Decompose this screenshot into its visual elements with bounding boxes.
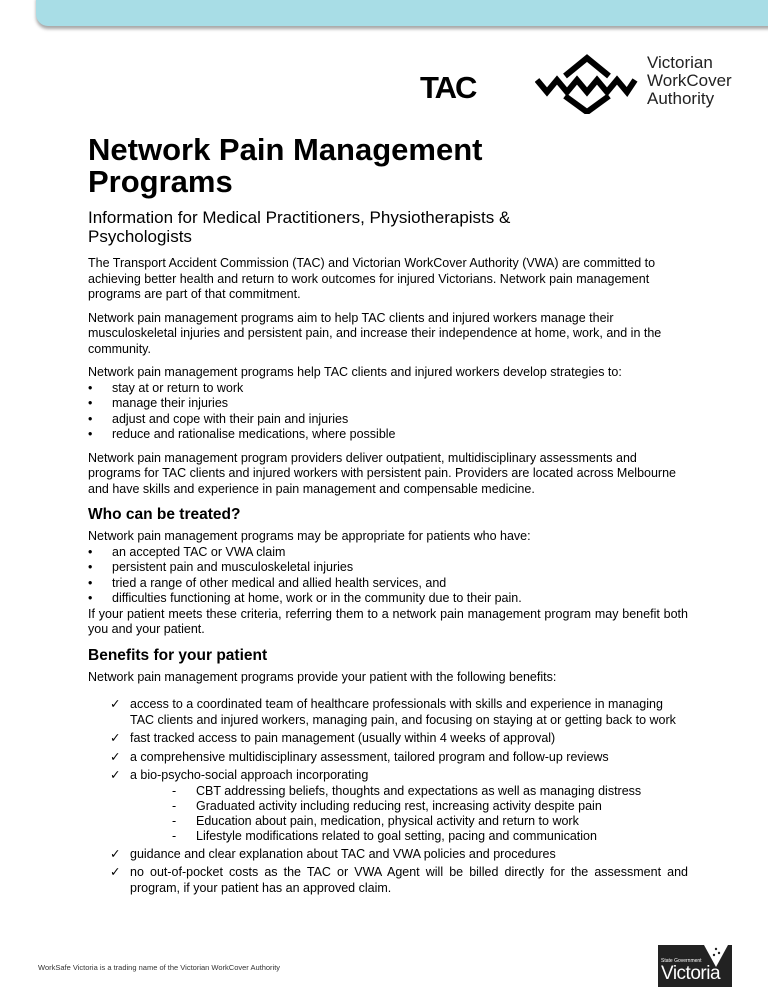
list-item-text: CBT addressing beliefs, thoughts and expectations as well as managing distress: [196, 783, 642, 798]
list-item-text: guidance and clear explanation about TAC and VWA policies and procedures: [130, 846, 556, 861]
intro-paragraph: Network pain management programs aim to help TAC clients and injured workers manage their musculoskeletal injuries and persistent pain, and increase their independence at home, work, and in the community.: [88, 310, 662, 356]
bullet-icon: •: [88, 427, 93, 441]
footer-note: WorkSafe Victoria is a trading name of the Victorian WorkCover Authority: [38, 963, 281, 972]
list-item-text: Education about pain, medication, physical activity and return to work: [196, 813, 579, 828]
list-item: [110, 865, 688, 896]
check-icon: ✓: [110, 768, 121, 782]
list-item-text: persistent pain and musculoskeletal injuries: [112, 560, 354, 574]
header-logos: [420, 52, 760, 112]
sublist-item: [172, 829, 688, 844]
dash-icon: -: [172, 798, 177, 813]
list-item: [88, 396, 688, 412]
vwa-logo-icon: [535, 54, 639, 114]
check-icon: ✓: [110, 749, 121, 764]
list-item: [88, 381, 688, 397]
dash-icon: -: [172, 813, 177, 828]
approach-sublist: [172, 784, 688, 844]
vwa-name-line: Authority: [647, 89, 715, 108]
intro-paragraph: Network pain management programs help TAC clients and injured workers develop strategies to:: [88, 365, 622, 379]
bullet-icon: •: [88, 411, 93, 426]
sublist-item: [172, 799, 688, 814]
list-item-text: adjust and cope with their pain and injuries: [112, 411, 349, 426]
benefits-list: [110, 697, 688, 896]
list-item-text: an accepted TAC or VWA claim: [112, 544, 286, 559]
list-item-text: a bio-psycho-social approach incorporating: [130, 768, 369, 782]
who-outro: If your patient meets these criteria, referring them to a network pain management program may benefit both you and your patient.: [88, 606, 688, 636]
check-icon: ✓: [110, 846, 121, 861]
list-item: [88, 591, 688, 607]
list-item: [88, 427, 688, 443]
bullet-icon: •: [88, 591, 93, 605]
bullet-icon: •: [88, 380, 93, 395]
bullet-icon: •: [88, 560, 93, 574]
list-item-text: no out-of-pocket costs as the TAC or VWA Agent will be billed directly for the assessment and program, if your patient has an approved claim.: [130, 865, 688, 895]
list-item: [88, 560, 688, 576]
page-subtitle: Information for Medical Practitioners, Physiotherapists & Psychologists: [88, 208, 511, 246]
vwa-name-line: Victorian: [647, 53, 713, 72]
list-item: [110, 731, 688, 747]
list-item: [110, 847, 688, 863]
list-item-text: fast tracked access to pain management (usually within 4 weeks of approval): [130, 731, 556, 745]
check-icon: ✓: [110, 865, 121, 879]
header-banner: [36, 0, 768, 26]
page-title: Network Pain Management Programs: [88, 132, 483, 199]
bullet-icon: •: [88, 575, 93, 590]
list-item-text: stay at or return to work: [112, 380, 244, 395]
list-item-text: reduce and rationalise medications, where possible: [112, 427, 396, 441]
list-item-text: a comprehensive multidisciplinary assessment, tailored program and follow-up reviews: [130, 749, 609, 764]
sublist-item: [172, 814, 688, 829]
list-item-text: Lifestyle modifications related to goal setting, pacing and communication: [196, 828, 597, 843]
list-item: [110, 750, 688, 766]
gov-logo-big-text: Victoria: [661, 963, 721, 984]
victoria-government-logo: [658, 945, 732, 987]
intro-paragraph: The Transport Accident Commission (TAC) and Victorian WorkCover Authority (VWA) are committed to achieving better health and return to work outcomes for injured Victorians. Network pain management programs are part of that commitment.: [88, 256, 656, 301]
sublist-item: [172, 784, 688, 799]
list-item: [88, 545, 688, 561]
list-item-text: manage their injuries: [112, 396, 229, 410]
benefits-intro: Network pain management programs provide your patient with the following benefits:: [88, 669, 557, 684]
tac-logo: TAC: [420, 70, 476, 105]
vwa-name-line: WorkCover: [647, 71, 732, 90]
list-item-text: access to a coordinated team of healthcare professionals with skills and experience in managing TAC clients and injured workers, managing pain, and focusing on staying at or getting back to work: [130, 697, 676, 727]
list-item-text: Graduated activity including reducing rest, increasing activity despite pain: [196, 798, 602, 813]
list-item: [88, 412, 688, 428]
vwa-name: [647, 54, 732, 108]
strategies-list: [88, 381, 688, 443]
check-icon: ✓: [110, 731, 121, 745]
list-item: [88, 576, 688, 592]
document-body: [88, 134, 688, 899]
section-heading-benefits: Benefits for your patient: [88, 646, 268, 664]
list-item-text: tried a range of other medical and allied health services, and: [112, 575, 447, 590]
dash-icon: -: [172, 828, 177, 843]
list-item-text: difficulties functioning at home, work or in the community due to their pain.: [112, 591, 522, 605]
list-item: [110, 768, 688, 784]
section-heading-who: Who can be treated?: [88, 506, 241, 523]
list-item: [110, 697, 688, 728]
who-intro: Network pain management programs may be appropriate for patients who have:: [88, 529, 531, 543]
dash-icon: -: [172, 783, 177, 798]
bullet-icon: •: [88, 544, 93, 559]
bullet-icon: •: [88, 396, 93, 410]
gov-logo-small-text: State Government: [661, 958, 702, 964]
check-icon: ✓: [110, 697, 121, 711]
providers-paragraph: Network pain management program providers deliver outpatient, multidisciplinary assessments and programs for TAC clients and injured workers with persistent pain. Providers are located across Melbourne and have skills and experience in pain management and compensable medicine.: [88, 450, 676, 496]
